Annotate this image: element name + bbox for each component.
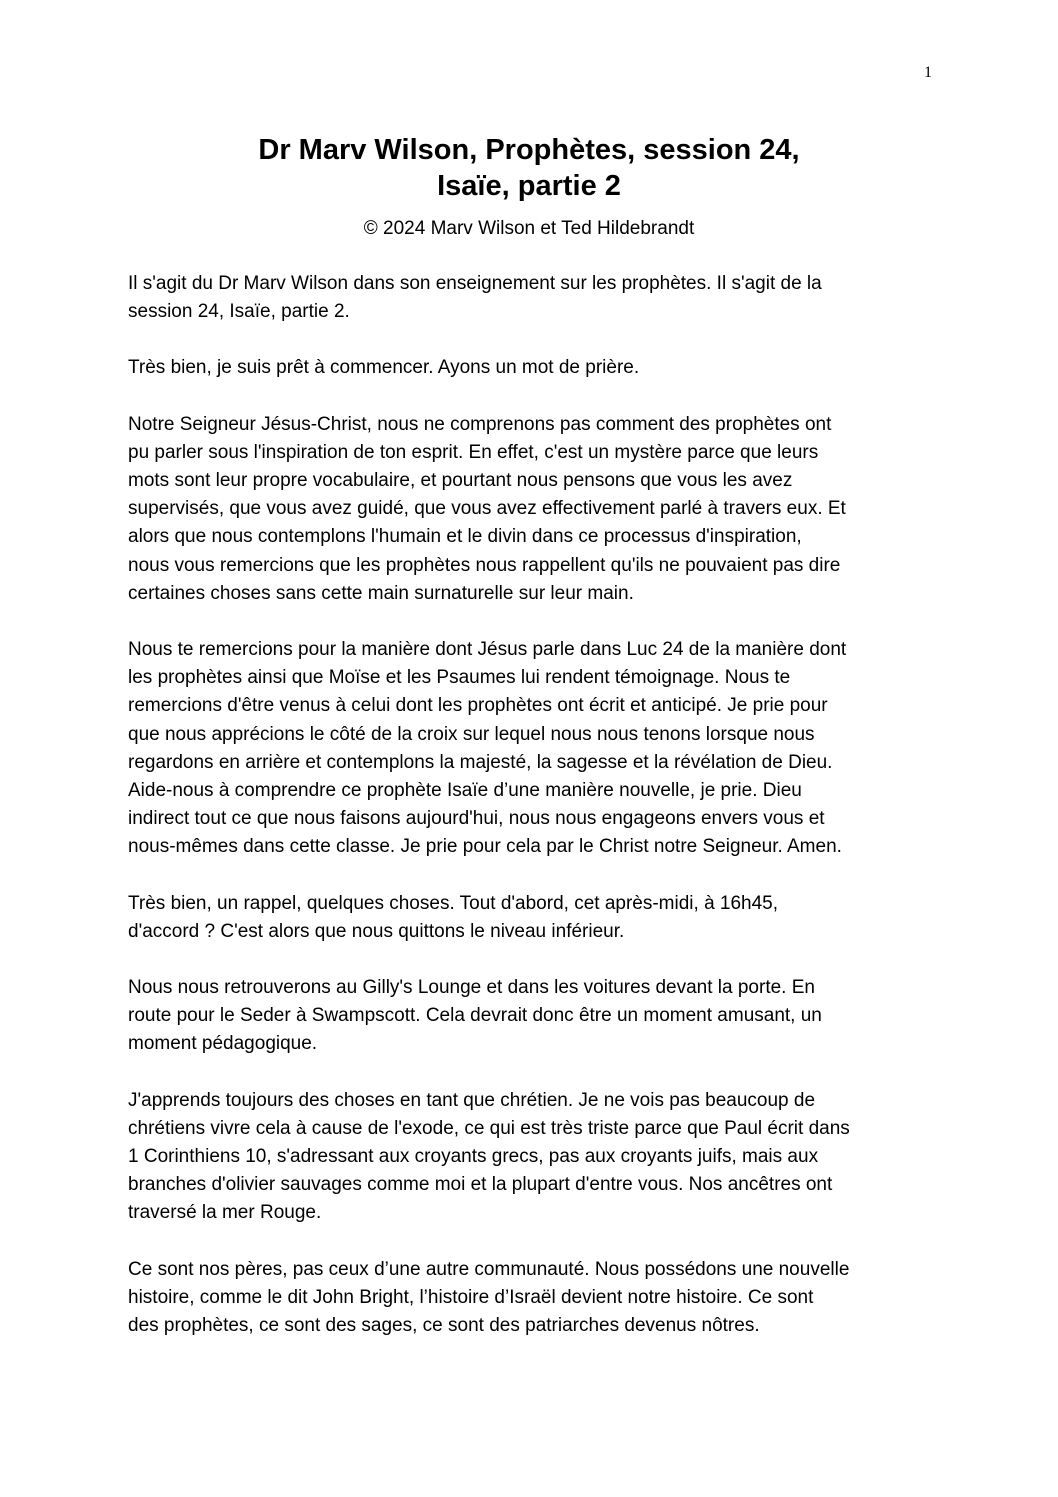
document-body — [128, 270, 928, 1368]
text-line: Ce sont nos pères, pas ceux d’une autre communauté. Nous possédons une nouvelle — [128, 1258, 850, 1280]
text-line: Aide-nous à comprendre ce prophète Isaïe d’une manière nouvelle, je prie. Dieu — [128, 780, 802, 802]
text-line: J'apprends toujours des choses en tant que chrétien. Je ne vois pas beaucoup de — [128, 1089, 816, 1111]
page-number: 1 — [924, 64, 932, 81]
paragraph — [128, 1256, 928, 1341]
text-line: mots sont leur propre vocabulaire, et pourtant nous pensons que vous les avez — [128, 470, 793, 492]
text-line: des prophètes, ce sont des sages, ce sont des patriarches devenus nôtres. — [128, 1315, 760, 1337]
paragraph — [128, 354, 928, 382]
text-line: session 24, Isaïe, partie 2. — [128, 301, 350, 323]
text-line: nous-mêmes dans cette classe. Je prie pour cela par le Christ notre Seigneur. Amen. — [128, 836, 842, 858]
text-line: moment pédagogique. — [128, 1033, 318, 1055]
text-line: Nous te remercions pour la manière dont Jésus parle dans Luc 24 de la manière dont — [128, 639, 847, 661]
text-line: Il s'agit du Dr Marv Wilson dans son enseignement sur les prophètes. Il s'agit de la — [128, 273, 822, 294]
text-line: certaines choses sans cette main surnaturelle sur leur main. — [128, 582, 634, 604]
text-line: chrétiens vivre cela à cause de l'exode, ce qui est très triste parce que Paul écrit dans — [128, 1117, 850, 1139]
paragraph — [128, 411, 928, 608]
text-line: Nous nous retrouverons au Gilly's Lounge et dans les voitures devant la porte. En — [128, 977, 815, 999]
document-title — [0, 132, 1058, 204]
paragraph — [128, 270, 928, 326]
paragraph — [128, 890, 928, 946]
copyright-notice: © 2024 Marv Wilson et Ted Hildebrandt — [363, 218, 695, 239]
text-line: les prophètes ainsi que Moïse et les Psaumes lui rendent témoignage. Nous te — [128, 667, 791, 689]
text-line: alors que nous contemplons l'humain et le divin dans ce processus d'inspiration, — [128, 526, 802, 548]
title-line-2: Isaïe, partie 2 — [437, 170, 621, 202]
paragraph — [128, 1087, 928, 1228]
paragraph — [128, 974, 928, 1059]
text-line: nous vous remercions que les prophètes nous rappellent qu'ils ne pouvaient pas dire — [128, 554, 841, 576]
text-line: traversé la mer Rouge. — [128, 1202, 322, 1224]
text-line: Notre Seigneur Jésus-Christ, nous ne comprenons pas comment des prophètes ont — [128, 413, 832, 435]
text-line: 1 Corinthiens 10, s'adressant aux croyants grecs, pas aux croyants juifs, mais aux — [128, 1146, 819, 1168]
text-line: route pour le Seder à Swampscott. Cela devrait donc être un moment amusant, un — [128, 1005, 822, 1027]
text-line: d'accord ? C'est alors que nous quittons le niveau inférieur. — [128, 920, 625, 942]
paragraph — [128, 636, 928, 862]
title-line-1: Dr Marv Wilson, Prophètes, session 24, — [258, 134, 800, 166]
text-line: supervisés, que vous avez guidé, que vous avez effectivement parlé à travers eux. Et — [128, 498, 846, 520]
text-line: Très bien, un rappel, quelques choses. Tout d'abord, cet après-midi, à 16h45, — [128, 892, 779, 914]
text-line: pu parler sous l'inspiration de ton esprit. En effet, c'est un mystère parce que leurs — [128, 441, 819, 463]
text-line: Très bien, je suis prêt à commencer. Ayons un mot de prière. — [128, 357, 640, 379]
text-line: que nous apprécions le côté de la croix sur lequel nous nous tenons lorsque nous — [128, 723, 815, 745]
text-line: branches d'olivier sauvages comme moi et la plupart d'entre vous. Nos ancêtres ont — [128, 1174, 833, 1196]
text-line: indirect tout ce que nous faisons aujourd'hui, nous nous engageons envers vous et — [128, 808, 825, 830]
text-line: histoire, comme le dit John Bright, l’histoire d’Israël devient notre histoire. Ce sont — [128, 1286, 814, 1308]
text-line: regardons en arrière et contemplons la majesté, la sagesse et la révélation de Dieu. — [128, 751, 833, 773]
text-line: remercions d'être venus à celui dont les prophètes ont écrit et anticipé. Je prie pour — [128, 695, 828, 717]
